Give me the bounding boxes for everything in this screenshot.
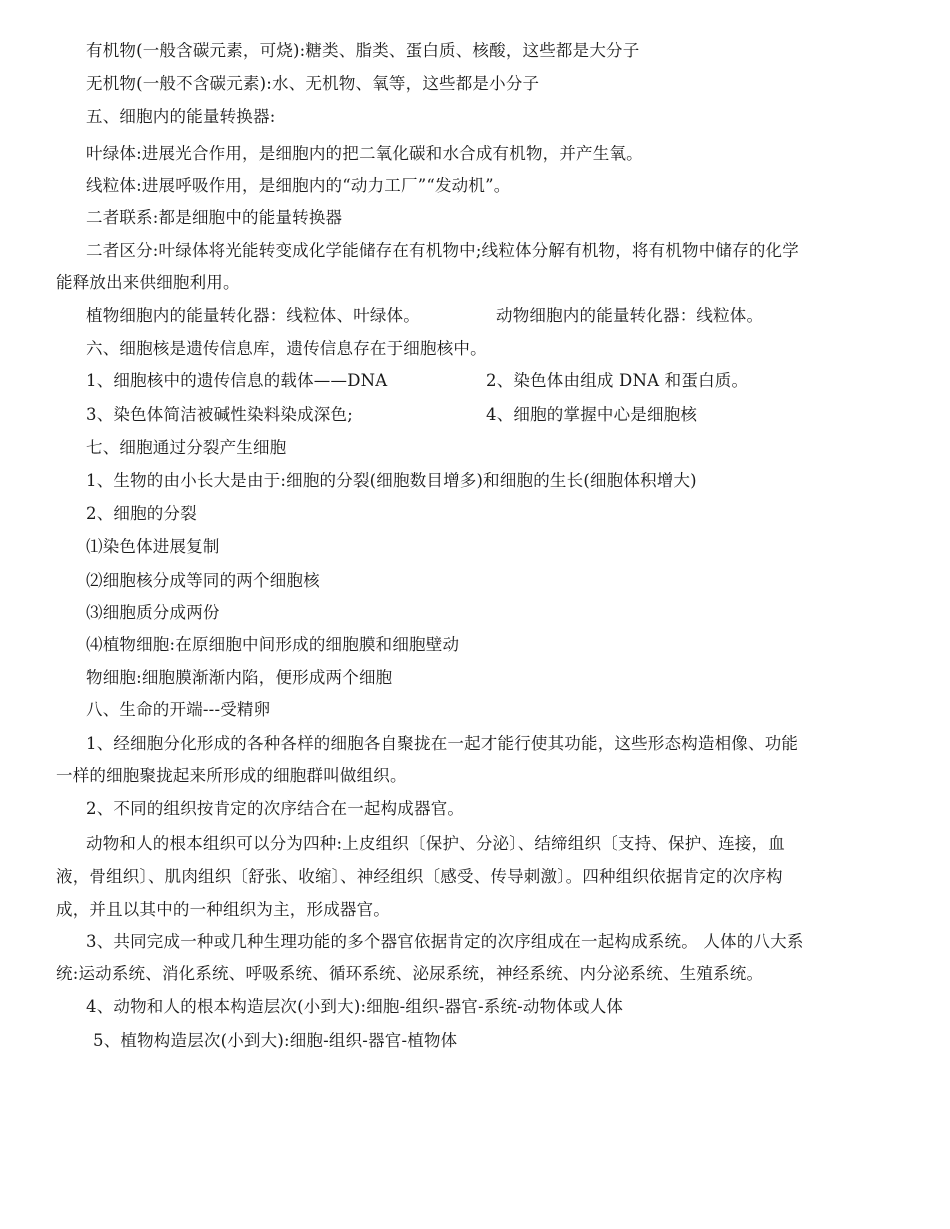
text-line: 动物细胞内的能量转化器：线粒体。 — [496, 306, 764, 325]
section-heading: 五、细胞内的能量转换器: — [86, 107, 276, 126]
text-line: 动物和人的根本组织可以分为四种:上皮组织〔保护、分泌〕、结缔组织〔支持、保护、连接，血 — [86, 834, 785, 853]
list-item: 3、染色体简洁被碱性染料染成深色; — [86, 405, 353, 424]
text-line: 物细胞:细胞膜渐渐内陷，便形成两个细胞 — [86, 668, 393, 687]
list-item: 1、经细胞分化形成的各种各样的细胞各自聚拢在一起才能行使其功能，这些形态构造相像、功能 — [86, 734, 799, 753]
list-item: ⑷植物细胞:在原细胞中间形成的细胞膜和细胞壁动 — [86, 635, 460, 654]
list-item: ⑶细胞质分成两份 — [86, 603, 220, 622]
text-line: 能释放出来供细胞利用。 — [56, 273, 240, 292]
section-heading: 六、细胞核是遗传信息库，遗传信息存在于细胞核中。 — [86, 339, 487, 358]
list-item: 4、细胞的掌握中心是细胞核 — [486, 405, 698, 424]
text-line: 叶绿体:进展光合作用，是细胞内的把二氧化碳和水合成有机物，并产生氧。 — [86, 144, 643, 163]
list-item: ⑴染色体进展复制 — [86, 537, 220, 556]
text-line: 有机物(一般含碳元素，可烧):糖类、脂类、蛋白质、核酸，这些都是大分子 — [86, 41, 640, 60]
text-line: 一样的细胞聚拢起来所形成的细胞群叫做组织。 — [56, 766, 407, 785]
text-line: 成，并且以其中的一种组织为主，形成器官。 — [56, 900, 390, 919]
text-line: 二者联系:都是细胞中的能量转换器 — [86, 208, 343, 227]
list-item: 4、动物和人的根本构造层次(小到大):细胞-组织-器官-系统-动物体或人体 — [86, 997, 624, 1016]
list-item: 3、共同完成一种或几种生理功能的多个器官依据肯定的次序组成在一起构成系统。 人体的八大系 — [86, 932, 804, 951]
section-heading: 七、细胞通过分裂产生细胞 — [86, 438, 287, 457]
text-line: 统:运动系统、消化系统、呼吸系统、循环系统、泌尿系统，神经系统、内分泌系统、生殖系统。 — [56, 964, 764, 983]
text-line: 液，骨组织〕、肌肉组织〔舒张、收缩〕、神经组织〔感受、传导刺激〕。四种组织依据肯定的次序构 — [56, 867, 783, 886]
list-item: ⑵细胞核分成等同的两个细胞核 — [86, 571, 320, 590]
list-item: 2、染色体由组成 DNA 和蛋白质。 — [486, 371, 749, 390]
text-line: 植物细胞内的能量转化器：线粒体、叶绿体。 — [86, 306, 420, 325]
text-line: 线粒体:进展呼吸作用，是细胞内的“动力工厂”“发动机”。 — [86, 176, 511, 195]
text-line: 二者区分:叶绿体将光能转变成化学能储存在有机物中;线粒体分解有机物，将有机物中储存的化学 — [86, 241, 799, 260]
list-item: 1、细胞核中的遗传信息的载体——DNA — [86, 371, 388, 390]
list-item: 1、生物的由小长大是由于:细胞的分裂(细胞数目增多)和细胞的生长(细胞体积增大) — [86, 471, 697, 490]
section-heading: 八、生命的开端---受精卵 — [86, 700, 271, 719]
list-item: 2、细胞的分裂 — [86, 504, 197, 523]
list-item: 2、不同的组织按肯定的次序结合在一起构成器官。 — [86, 799, 465, 818]
list-item: 5、植物构造层次(小到大):细胞-组织-器官-植物体 — [93, 1031, 458, 1050]
text-line: 无机物(一般不含碳元素):水、无机物、氧等，这些都是小分子 — [86, 74, 540, 93]
